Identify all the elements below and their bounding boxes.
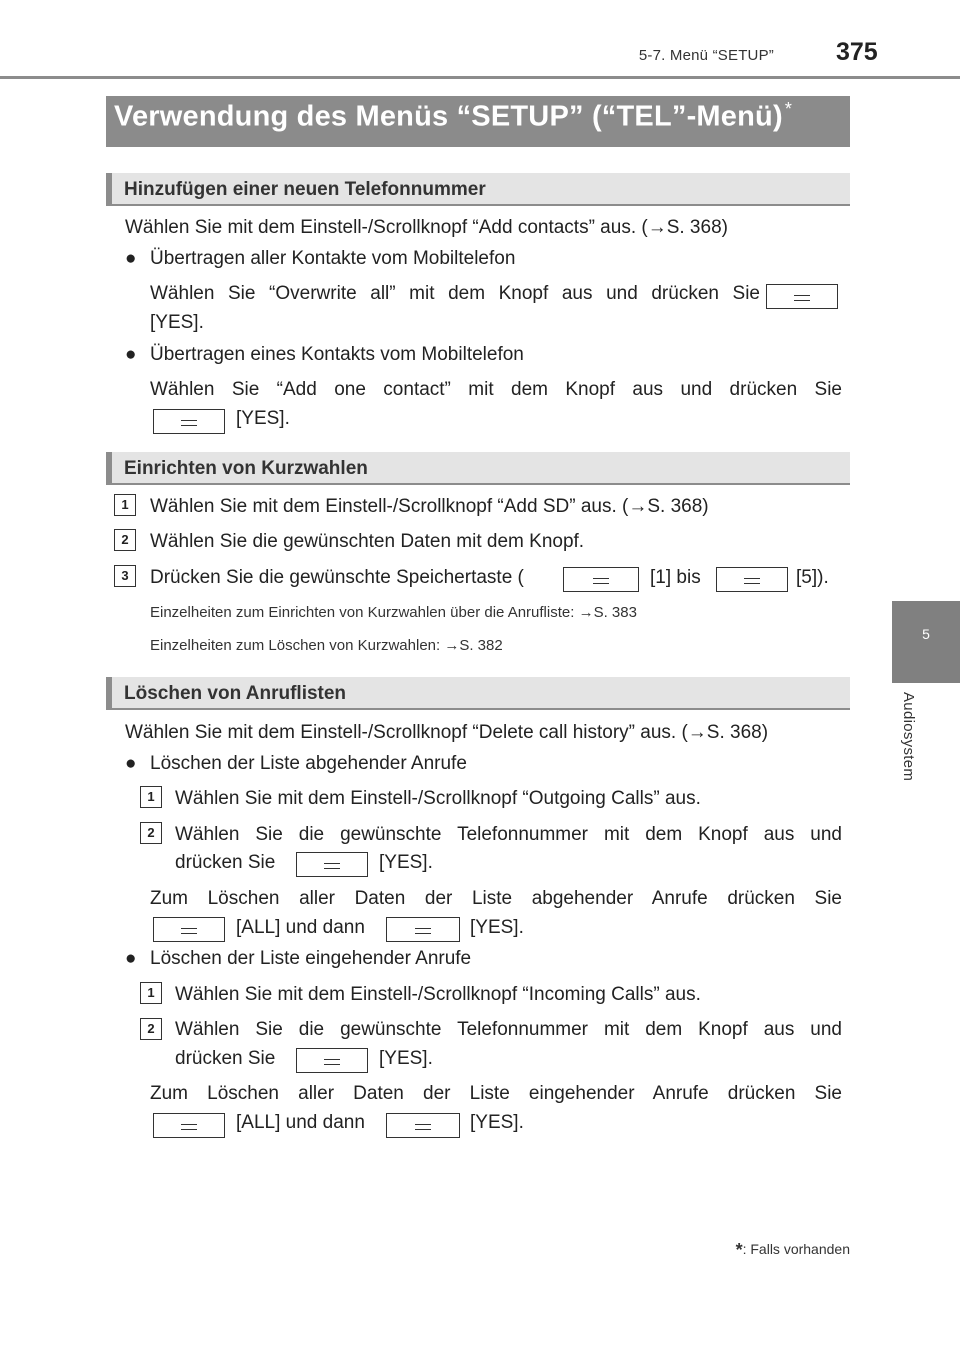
all-key-button[interactable] [153, 1113, 225, 1138]
heading-speed-dial-text: Einrichten von Kurzwahlen [124, 458, 368, 479]
delete-outgoing-title: Löschen der Liste abgehender Anrufe [150, 753, 467, 774]
yes-key-button[interactable] [386, 917, 460, 942]
yes-key-button[interactable] [296, 852, 368, 877]
heading-speed-dial [106, 452, 850, 485]
header-rule [0, 76, 960, 79]
bullet-icon: ● [125, 344, 137, 365]
section-label: 5-7. Menü “SETUP” [638, 47, 774, 64]
bullet-icon: ● [125, 948, 137, 969]
heading-add-number [106, 173, 850, 206]
speed-step3-a: Drücken Sie die gewünschte Speichertaste ( [150, 567, 524, 588]
delete-outgoing-step1: Wählen Sie mit dem Einstell-/Scrollknopf “Outgoing Calls” aus. [175, 788, 701, 809]
page-number: 375 [836, 38, 878, 66]
step-number-1: 1 [114, 494, 136, 516]
delete-incoming-step1: Wählen Sie mit dem Einstell-/Scrollknopf “Incoming Calls” aus. [175, 984, 701, 1005]
all-key-button[interactable] [153, 917, 225, 942]
step-number-1: 1 [140, 786, 162, 808]
page-title-text: Verwendung des Menüs “SETUP” (“TEL”-Menü) [114, 100, 783, 133]
delete-incoming-all-a: [ALL] und dann [236, 1112, 365, 1133]
preset-key-5-button[interactable] [716, 567, 788, 592]
speed-note-2: Einzelheiten zum Löschen von Kurzwahlen: →S. 382 [150, 637, 503, 654]
delete-incoming-step2-line1: Wählen Sie die gewünschte Telefonnummer mit dem Knopf aus und [175, 1019, 842, 1040]
preset-key-1-button[interactable] [563, 567, 639, 592]
footnote-text: : Falls vorhanden [742, 1241, 850, 1257]
speed-step3-b: [1] bis [650, 567, 701, 588]
speed-step2: Wählen Sie die gewünschten Daten mit dem Knopf. [150, 531, 585, 552]
heading-delete-history-text: Löschen von Anruflisten [124, 683, 347, 704]
add-bullet1-line1: Wählen Sie “Overwrite all” mit dem Knopf aus und drücken Sie [150, 283, 760, 304]
delete-outgoing-all-line1: Zum Löschen aller Daten der Liste abgehender Anrufe drücken Sie [150, 888, 842, 909]
chapter-number: 5 [922, 626, 930, 642]
step-number-2: 2 [140, 1018, 162, 1040]
delete-incoming-all-b: [YES]. [470, 1112, 524, 1133]
footnote [736, 1240, 850, 1261]
yes-key-button[interactable] [296, 1048, 368, 1073]
delete-incoming-step2-line2a: drücken Sie [175, 1048, 276, 1069]
delete-outgoing-step2-line1: Wählen Sie die gewünschte Telefonnummer mit dem Knopf aus und [175, 824, 842, 845]
yes-key-button[interactable] [766, 284, 838, 309]
bullet-icon: ● [125, 248, 137, 269]
footnote-asterisk: * [735, 1240, 743, 1260]
step-number-2: 2 [114, 529, 136, 551]
step-number-1: 1 [140, 982, 162, 1004]
add-intro: Wählen Sie mit dem Einstell-/Scrollknopf “Add contacts” aus. (→S. 368) [125, 217, 728, 238]
add-bullet2-line2: [YES]. [236, 408, 290, 429]
speed-note-1: Einzelheiten zum Einrichten von Kurzwahlen über die Anrufliste: →S. 383 [150, 604, 637, 621]
yes-key-button[interactable] [386, 1113, 460, 1138]
chapter-label: Audiosystem [900, 692, 917, 782]
bullet-icon: ● [125, 753, 137, 774]
delete-incoming-step2-line2b: [YES]. [379, 1048, 433, 1069]
delete-outgoing-step2-line2a: drücken Sie [175, 852, 276, 873]
chapter-tab [892, 601, 960, 683]
add-bullet1-title: Übertragen aller Kontakte vom Mobiltelefon [150, 248, 516, 269]
add-bullet2-title: Übertragen eines Kontakts vom Mobiltelefon [150, 344, 524, 365]
title-asterisk: * [784, 99, 793, 119]
speed-step1: Wählen Sie mit dem Einstell-/Scrollknopf “Add SD” aus. (→S. 368) [150, 496, 709, 517]
delete-outgoing-all-a: [ALL] und dann [236, 917, 365, 938]
heading-delete-history [106, 677, 850, 710]
delete-intro: Wählen Sie mit dem Einstell-/Scrollknopf “Delete call history” aus. (→S. 368) [125, 722, 769, 743]
heading-add-number-text: Hinzufügen einer neuen Telefonnummer [124, 179, 486, 200]
delete-outgoing-all-b: [YES]. [470, 917, 524, 938]
add-bullet2-line1: Wählen Sie “Add one contact” mit dem Knopf aus und drücken Sie [150, 379, 842, 400]
speed-step3-c: [5]). [796, 567, 829, 588]
delete-outgoing-step2-line2b: [YES]. [379, 852, 433, 873]
step-number-2: 2 [140, 822, 162, 844]
add-bullet1-line2: [YES]. [150, 312, 204, 333]
delete-incoming-title: Löschen der Liste eingehender Anrufe [150, 948, 472, 969]
step-number-3: 3 [114, 565, 136, 587]
page-title [114, 99, 792, 134]
yes-key-button[interactable] [153, 409, 225, 434]
delete-incoming-all-line1: Zum Löschen aller Daten der Liste eingehender Anrufe drücken Sie [150, 1083, 842, 1104]
